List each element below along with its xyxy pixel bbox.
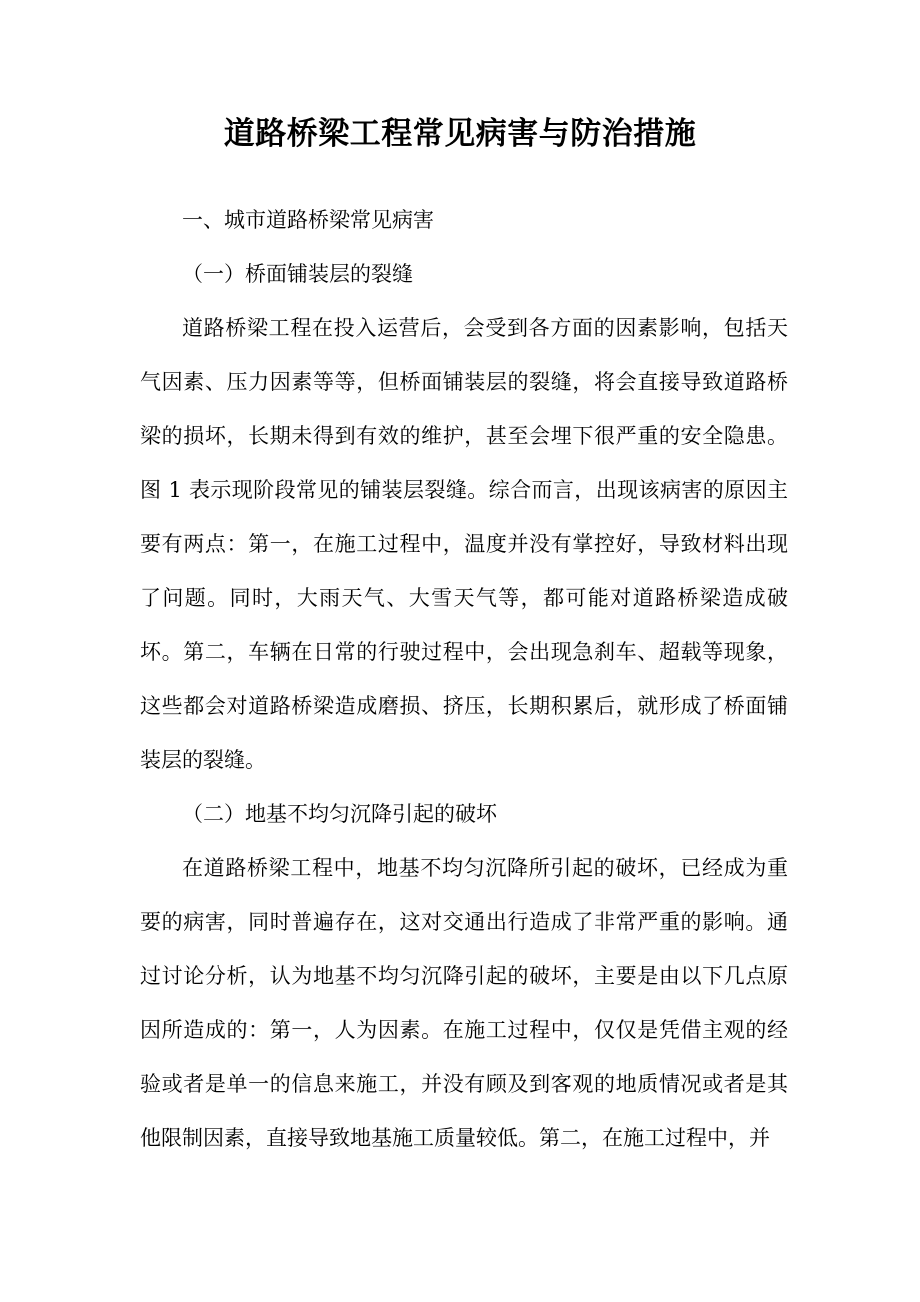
paragraph-2: 在道路桥梁工程中，地基不均匀沉降所引起的破坏，已经成为重要的病害，同时普遍存在，这对交通出行造成了非常严重的影响。通过讨论分析，认为地基不均匀沉降引起的破坏，主要是由以下几点原因所造成的：第一，人为因素。在施工过程中，仅仅是凭借主观的经验或者是单一的信息来施工，并没有顾及到客观的地质情况或者是其他限制因素，直接导致地基施工质量较低。第二，在施工过程中，并 — [140, 856, 788, 1150]
section-1-heading: 一、城市道路桥梁常见病害 — [182, 208, 434, 232]
paragraph-1: 道路桥梁工程在投入运营后，会受到各方面的因素影响，包括天气因素、压力因素等等，但桥面铺装层的裂缝，将会直接导致道路桥梁的损坏，长期未得到有效的维护，甚至会埋下很严重的安全隐患。图 1 表示现阶段常见的铺装层裂缝。综合而言，出现该病害的原因主要有两点：第一，在施工过程中，温度并没有掌控好，导致材料出现了问题。同时，大雨天气、大雪天气等，都可能对道路桥梁造成破坏。第二，车辆在日常的行驶过程中，会出现急刹车、超载等现象，这些都会对道路桥梁造成磨损、挤压，长期积累后，就形成了桥面铺装层的裂缝。 — [140, 316, 788, 772]
document-title: 道路桥梁工程常见病害与防治措施 — [223, 116, 697, 152]
subsection-2-heading: （二）地基不均匀沉降引起的破坏 — [182, 802, 497, 826]
subsection-1-heading: （一）桥面铺装层的裂缝 — [182, 262, 413, 286]
document-body — [140, 193, 788, 1165]
